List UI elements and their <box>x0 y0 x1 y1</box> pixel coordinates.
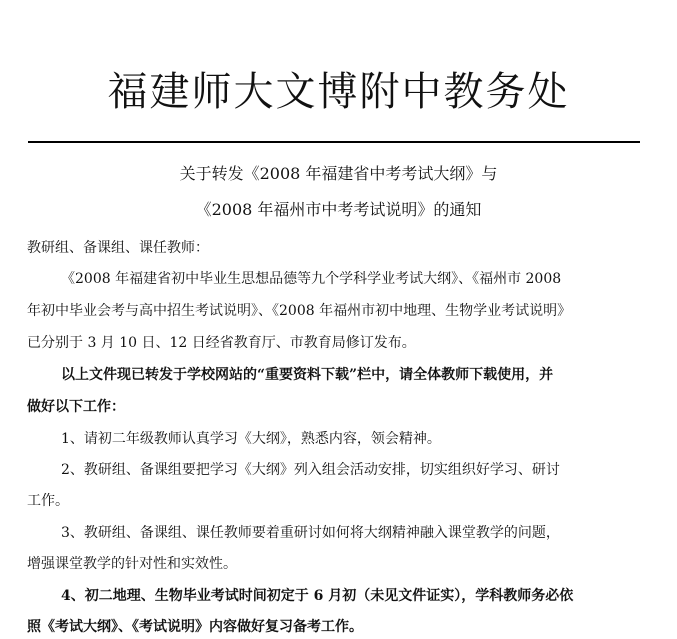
list-item-4-line-2: 照《考试大纲》、《考试说明》内容做好复习备考工作。 <box>27 619 363 635</box>
list-item-4-line-1: 4、初二地理、生物毕业考试时间初定于 6 月初（未见文件证实），学科教师务必依 <box>61 588 574 604</box>
paragraph-2-line-1: 以上文件现已转发于学校网站的“重要资料下载”栏中，请全体教师下载使用，并 <box>61 367 554 383</box>
notice-title-line-1: 关于转发《2008 年福建省中考考试大纲》与 <box>179 164 498 183</box>
list-item-2-line-1: 2、教研组、备课组要把学习《大纲》列入组会活动安排，切实组织好学习、研讨 <box>61 462 560 478</box>
salutation: 教研组、备课组、课任教师： <box>27 240 209 256</box>
paragraph-1-line-2: 年初中毕业会考与高中招生考试说明》、《2008 年福州市初中地理、生物学业考试说明》 <box>27 303 572 319</box>
paragraph-2-line-2: 做好以下工作： <box>27 399 125 415</box>
list-item-2-line-2: 工作。 <box>27 493 69 509</box>
letterhead-rule <box>28 141 640 143</box>
paragraph-1-line-3: 已分别于 3 月 10 日、12 日经省教育厅、市教育局修订发布。 <box>27 335 416 351</box>
list-item-3-line-1: 3、教研组、备课组、课任教师要着重研讨如何将大纲精神融入课堂教学的问题， <box>61 525 560 541</box>
paragraph-1-line-1: 《2008 年福建省初中毕业生思想品德等九个学科学业考试大纲》、《福州市 2008 <box>61 271 562 287</box>
letterhead-title: 福建师大文博附中教务处 <box>107 69 570 115</box>
list-item-3-line-2: 增强课堂教学的针对性和实效性。 <box>27 556 237 572</box>
notice-title-line-2: 《2008 年福州市中考考试说明》的通知 <box>195 200 482 219</box>
list-item-1: 1、请初二年级教师认真学习《大纲》，熟悉内容，领会精神。 <box>61 431 441 447</box>
